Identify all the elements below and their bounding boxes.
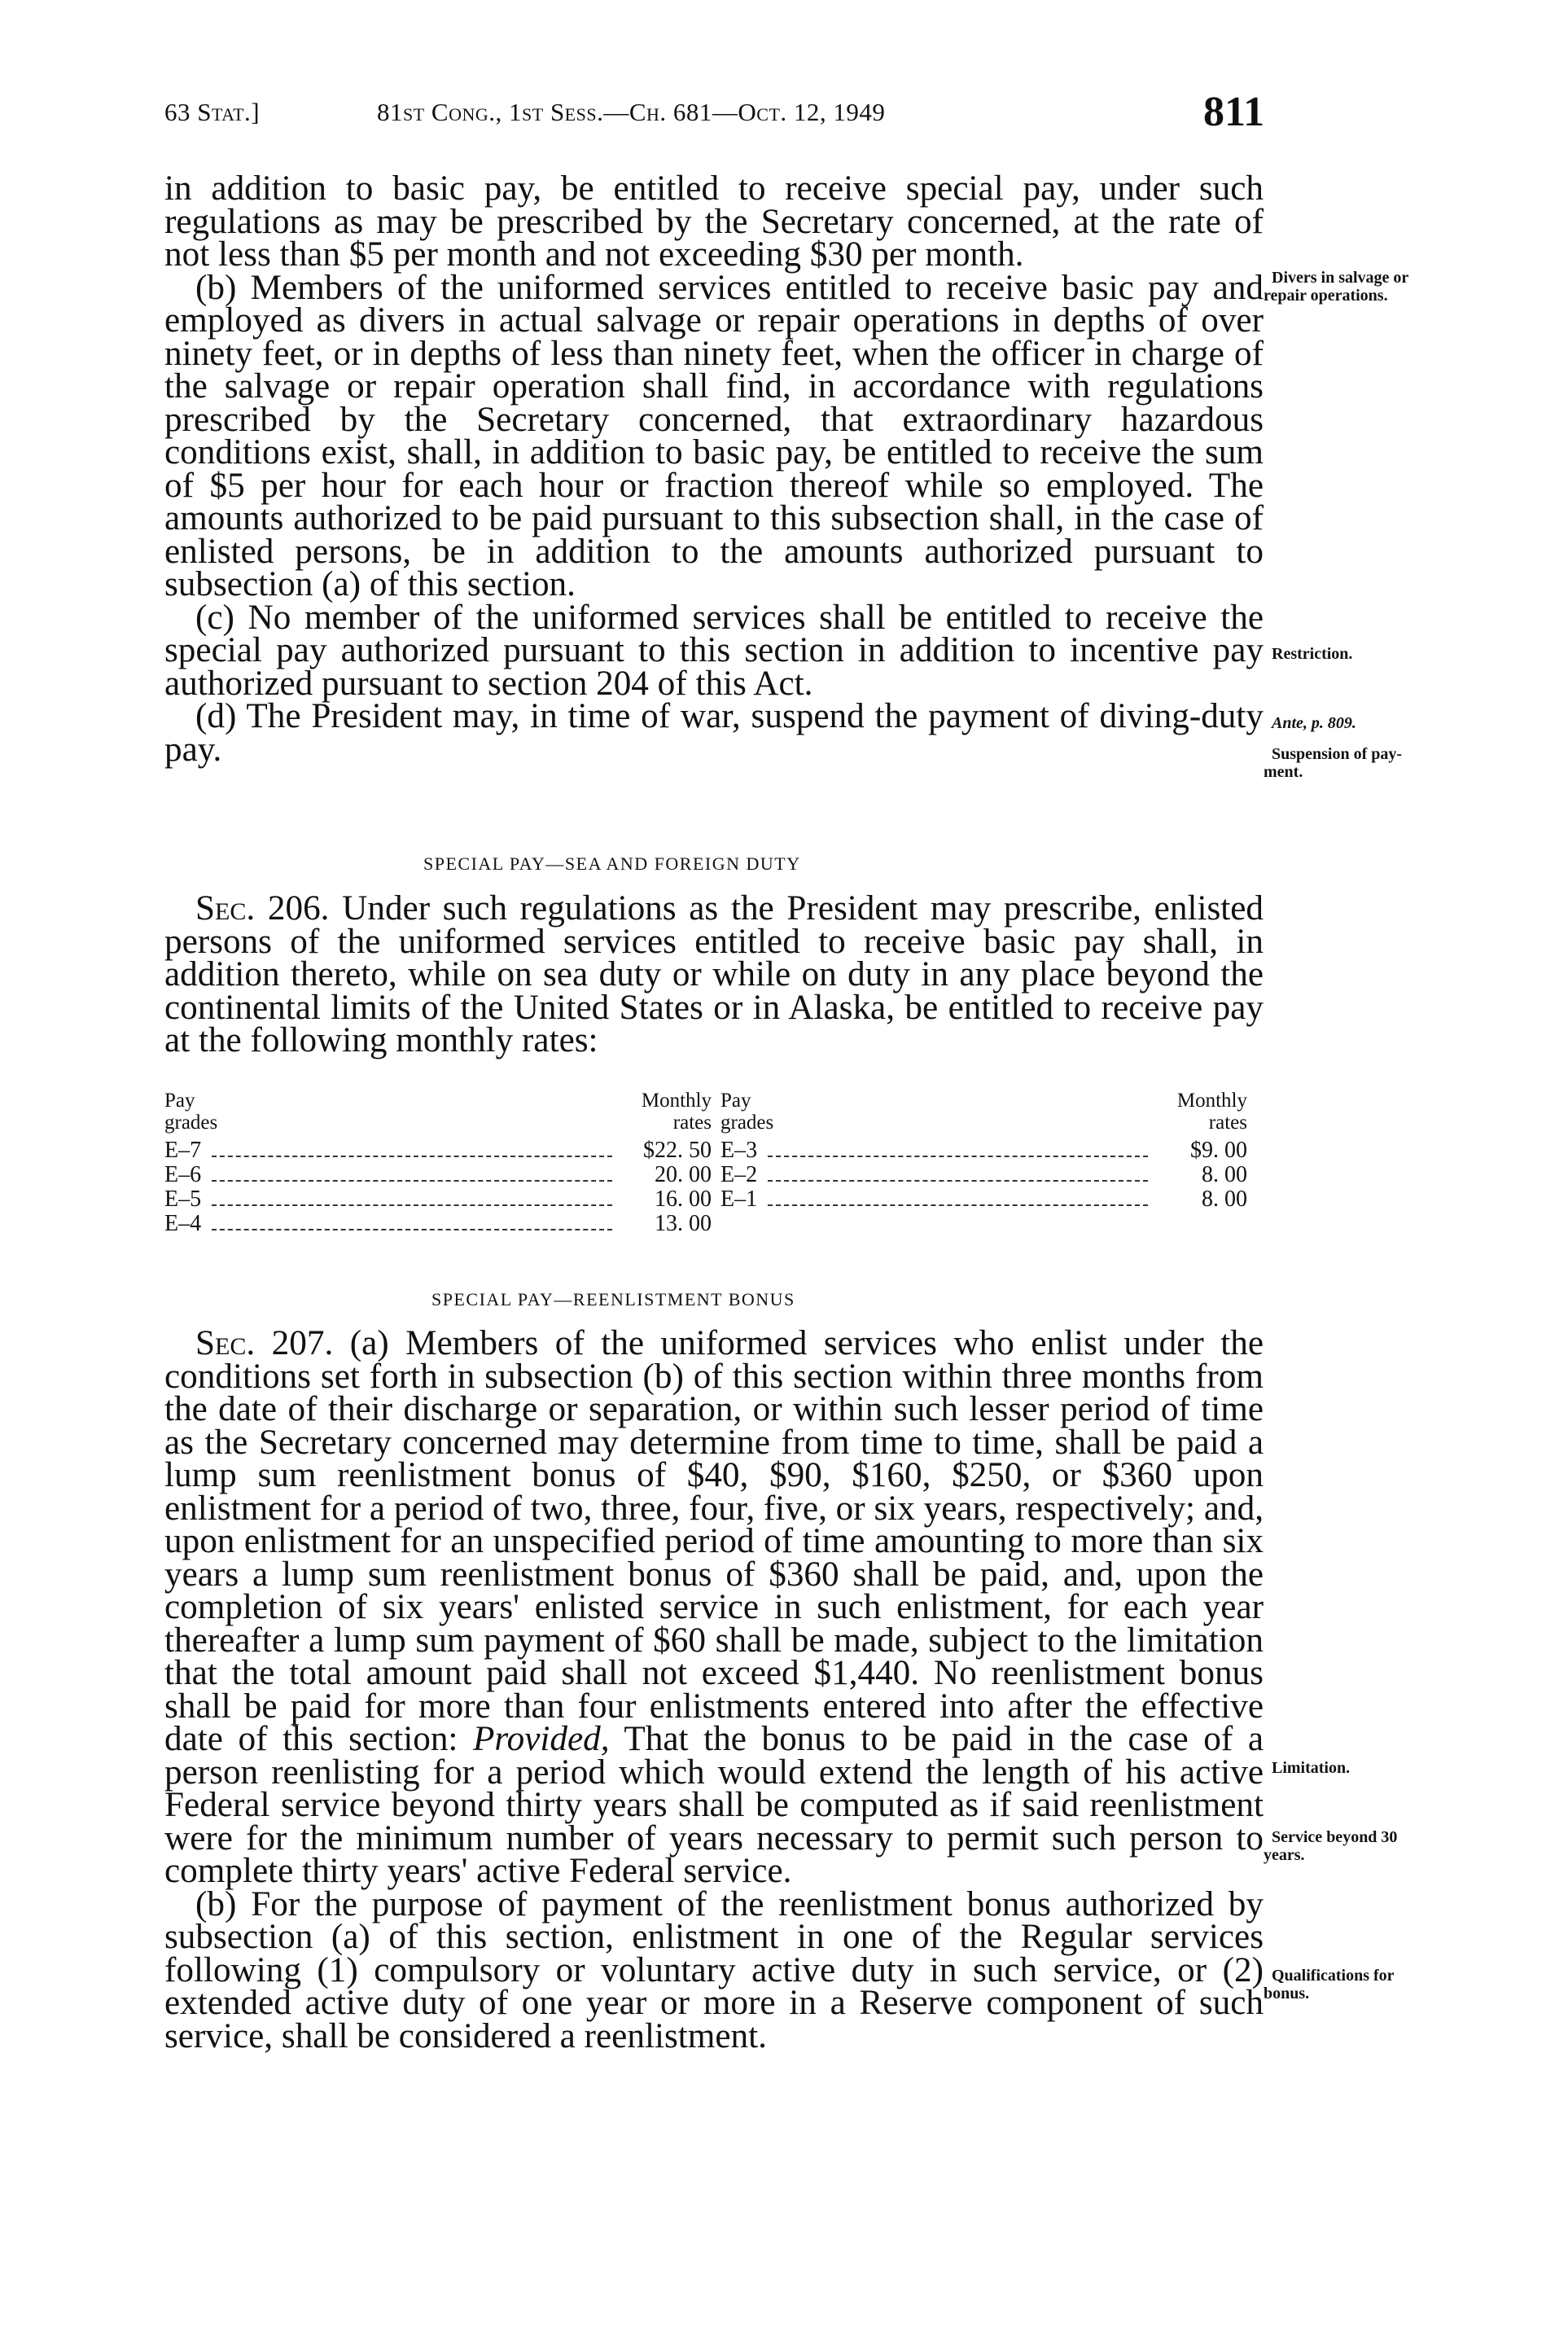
margin-note-qualifications: Qualifications for bonus. (1264, 1967, 1395, 2002)
margin-note-limitation: Limitation. (1272, 1759, 1351, 1777)
table-row (720, 1138, 1247, 1163)
heading-section-207: SPECIAL PAY—REENLISTMENT BONUS (431, 1289, 795, 1309)
rate-cell: 16. 00 (655, 1187, 712, 1212)
paragraph-d-suspension: (d) The President may, in time of war, suspend the payment of diving-duty pay. (164, 697, 1264, 769)
table-header-grades-left: Pay grades (164, 1090, 218, 1134)
continuation-paragraph: in addition to basic pay, be entitled to receive special pay, under such regulations as may be prescribed by the Secretary concerned, at the rate of not less than $5 per month and not exceeding $30 per month. (164, 169, 1264, 274)
rate-cell: 13. 00 (655, 1211, 712, 1236)
table-row (164, 1212, 712, 1236)
paragraph-c-restriction: (c) No member of the uniformed services shall be entitled to receive the special pay authorized pursuant to this section in addition to incentive pay authorized pursuant to section 204 of this Act. (164, 598, 1264, 703)
sec-206-label: Sec. (195, 889, 256, 928)
section-207-text (164, 1324, 1264, 2055)
table-header-grades-right: Pay grades (720, 1090, 774, 1134)
rate-cell: 8. 00 (1202, 1162, 1247, 1187)
grade-cell: E–7 (164, 1138, 202, 1163)
table-row (164, 1163, 712, 1187)
margin-note-ante: Ante, p. 809. (1272, 714, 1356, 732)
leader-dots (768, 1180, 1148, 1182)
table-row (720, 1163, 1247, 1187)
paragraph-b-divers: (b) Members of the uniformed services entitled to receive basic pay and employed as divers in actual salvage or repair operations in depths of over ninety feet, or in depths of less than ninety feet, when the officer in charge of the salvage or repair operation shall find, in accordance with regulations prescribed by the Secretary concerned, that extraordinary hazardous conditions exist, shall, in addition to basic pay, be entitled to receive the sum of $5 per hour for each hour or fraction thereof while so employed. The amounts authorized to be paid pursuant to this subsection shall, in the case of enlisted persons, be in addition to the amounts authorized pursuant to subsection (a) of this section. (164, 268, 1264, 603)
margin-note-suspension: Suspension of pay- ment. (1264, 745, 1403, 781)
leader-dots (768, 1204, 1148, 1206)
grade-cell: E–3 (720, 1138, 758, 1163)
table-row (164, 1187, 712, 1212)
header-volume: 63 Stat.] (164, 98, 261, 126)
section-206-text (164, 889, 1264, 1059)
grade-cell: E–5 (164, 1187, 202, 1212)
header-session: 81st Cong., 1st Sess.—Ch. 681—Oct. 12, 1949 (377, 98, 886, 126)
sec-206-body: 206. Under such regulations as the President may prescribe, enlisted persons of the uniformed services entitled to receive basic pay shall, in addition thereto, while on sea duty or while on duty in any place beyond the continental limits of the United States or in Alaska, be entitled to receive pay at the following monthly rates: (164, 889, 1264, 1059)
grade-cell: E–6 (164, 1162, 202, 1187)
rate-cell: $22. 50 (643, 1138, 712, 1163)
margin-note-divers: Divers in salvage or repair operations. (1264, 269, 1409, 305)
pay-rates-table (164, 1090, 1247, 1252)
grade-cell: E–4 (164, 1211, 202, 1236)
rate-cell: 20. 00 (655, 1162, 712, 1187)
leader-dots (212, 1204, 612, 1206)
rate-cell: 8. 00 (1202, 1187, 1247, 1212)
sec-207-provided: Provided, (473, 1720, 610, 1758)
table-header-rates-right: Monthly rates (1176, 1090, 1247, 1134)
heading-section-206: SPECIAL PAY—SEA AND FOREIGN DUTY (423, 853, 801, 874)
section-205-text (164, 169, 1264, 769)
leader-dots (212, 1156, 612, 1157)
grade-cell: E–1 (720, 1187, 758, 1212)
sec-207-a-part2: That the bonus to be paid in the case of a person reenlisting for a period which would extend the length of his active Federal service beyond thirty years shall be computed as if said reenlistment were for the minimum number of years necessary to permit such person to complete thirty years' active Federal service. (164, 1720, 1264, 1890)
sec-207-label: Sec. (195, 1324, 256, 1362)
leader-dots (212, 1229, 612, 1230)
table-header-rates-left: Monthly rates (641, 1090, 712, 1134)
table-row (720, 1187, 1247, 1212)
sec-207-b: (b) For the purpose of payment of the reenlistment bonus authorized by subsection (a) of this section, enlistment in one of the Regular services following (1) compulsory or voluntary active duty in such service, or (2) extended active duty of one year or more in a Reserve component of such service, shall be considered a reenlistment. (164, 1884, 1264, 2055)
rate-cell: $9. 00 (1190, 1138, 1247, 1163)
leader-dots (212, 1180, 612, 1182)
leader-dots (768, 1156, 1148, 1157)
sec-207-a-part1: 207. (a) Members of the uniformed services who enlist under the conditions set forth in subsection (b) of this section within three months from the date of their discharge or separation, or within such lesser period of time as the Secretary concerned may determine from time to time, shall be paid a lump sum reenlistment bonus of $40, $90, $160, $250, or $360 upon enlistment for a period of two, three, four, five, or six years, respectively; and, upon enlistment for an unspecified period of time amounting to more than six years a lump sum reenlistment bonus of $360 shall be paid, and, upon the completion of six years' enlisted service in such enlistment, for each year thereafter a lump sum payment of $60 shall be made, subject to the limitation that the total amount paid shall not exceed $1,440. No reenlistment bonus shall be paid for more than four enlistments entered into after the effective date of this section: (164, 1324, 1264, 1758)
margin-note-restriction: Restriction. (1272, 645, 1353, 663)
page-number: 811 (1203, 89, 1265, 135)
grade-cell: E–2 (720, 1162, 758, 1187)
margin-note-service-beyond-30: Service beyond 30 years. (1264, 1828, 1398, 1864)
table-row (164, 1138, 712, 1163)
